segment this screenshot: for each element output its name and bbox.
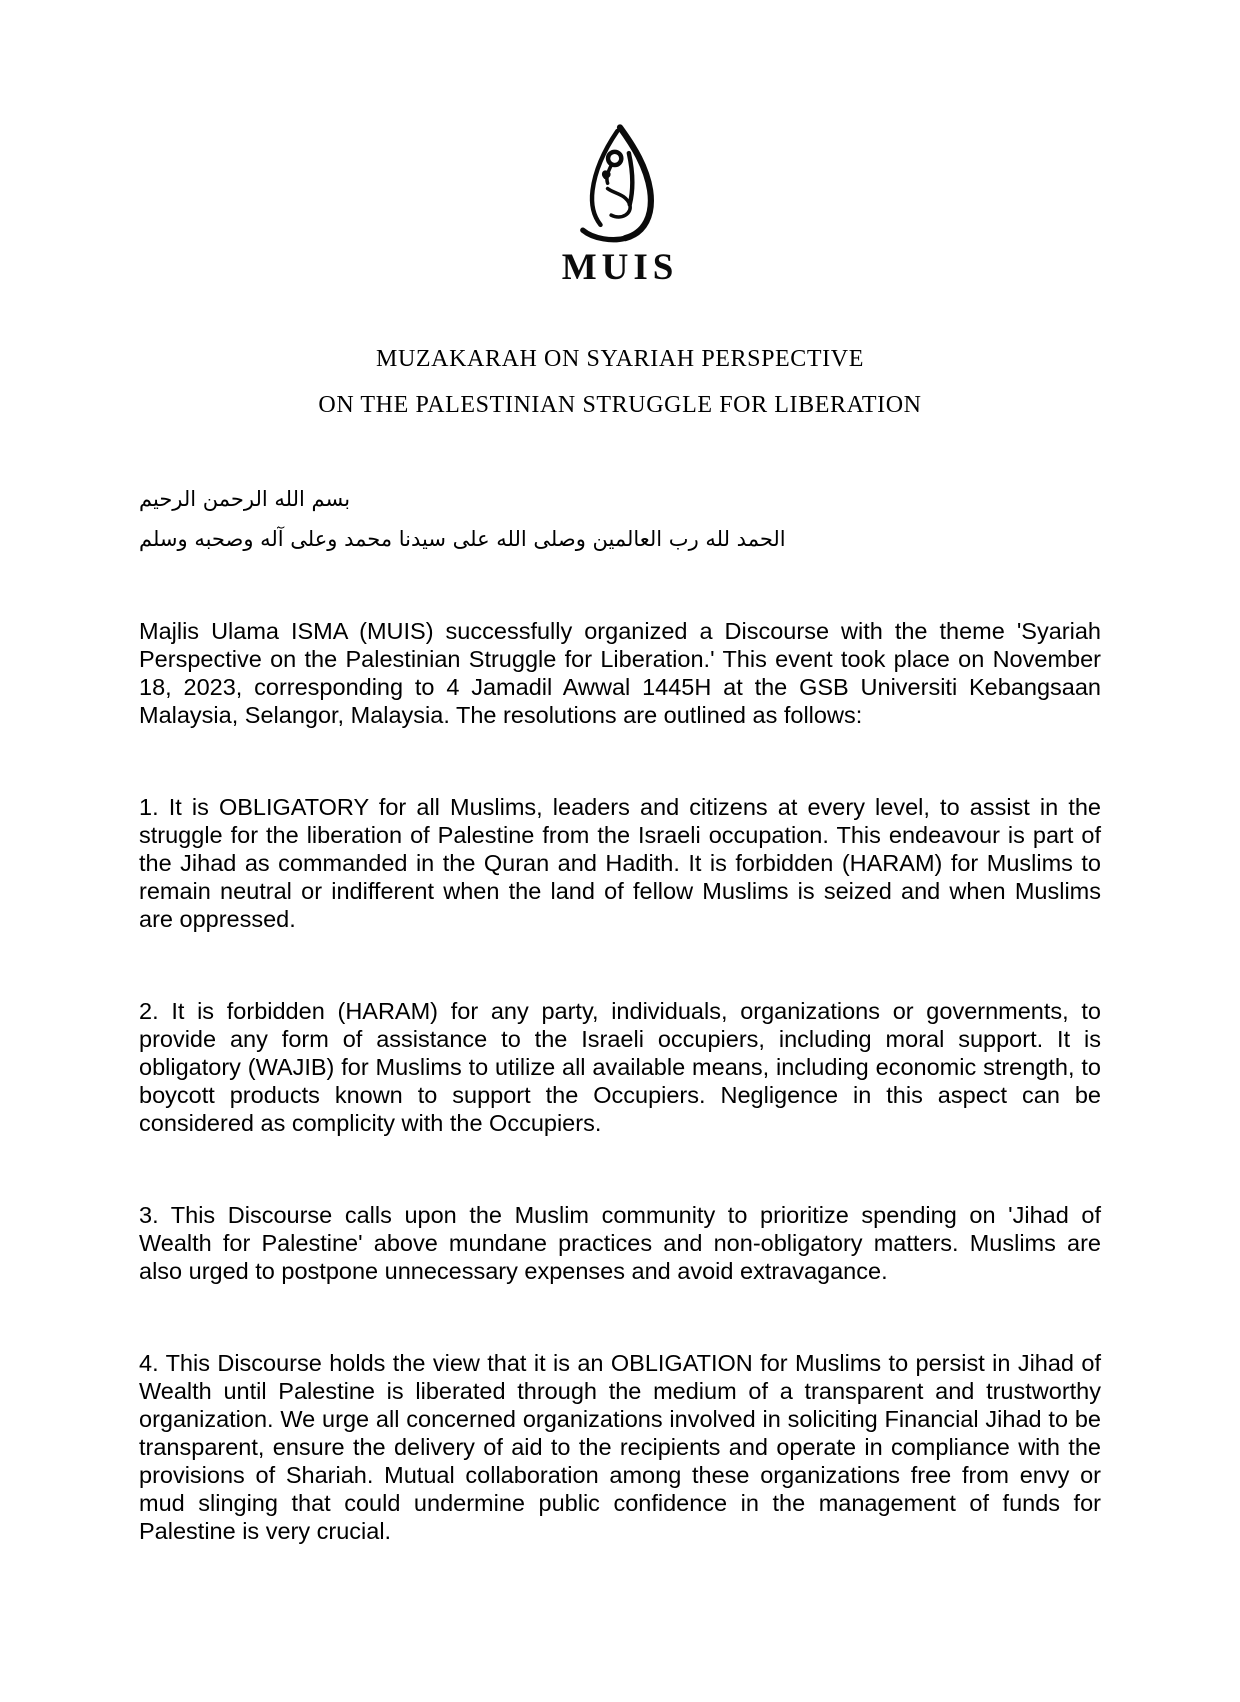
resolution-paragraph-2: 2. It is forbidden (HARAM) for any party, individuals, organizations or governments, to provide any form of assistance to the Israeli occupiers, including moral support. It is obligatory (WAJIB) for Muslims to utilize all available means, including economic strength, to boycott products known to support the Occupiers. Negligence in this aspect can be considered as complicity with the Occupiers. — [139, 998, 1101, 1136]
resolution-paragraph-4: 4. This Discourse holds the view that it is an OBLIGATION for Muslims to persist in Jihad of Wealth until Palestine is liberated through the medium of a transparent and trustworthy organization. We urge all concerned organizations involved in soliciting Financial Jihad to be transparent, ensure the delivery of aid to the recipients and operate in compliance with the provisions of Shariah. Mutual collaboration among these organizations free from envy or mud slinging that could undermine public confidence in the management of funds for Palestine is very crucial. — [139, 1350, 1101, 1544]
resolution-paragraph-3: 3. This Discourse calls upon the Muslim community to prioritize spending on 'Jihad of Wealth for Palestine' above mundane practices and non-obligatory matters. Muslims are also urged to postpone unnecessary expenses and avoid extravagance. — [139, 1202, 1101, 1284]
intro-paragraph: Majlis Ulama ISMA (MUIS) successfully organized a Discourse with the theme 'Syariah Perspective on the Palestinian Struggle for Liberation.' This event took place on November 18, 2023, corresponding to 4 Jamadil Awwal 1445H at the GSB Universiti Kebangsaan Malaysia, Selangor, Malaysia. The resolutions are outlined as follows: — [139, 618, 1101, 728]
muis-logo-wordmark: MUIS — [561, 247, 679, 288]
resolution-paragraph-1: 1. It is OBLIGATORY for all Muslims, leaders and citizens at every level, to assist in the struggle for the liberation of Palestine from the Israeli occupation. This endeavour is part of the Jihad as commanded in the Quran and Hadith. It is forbidden (HARAM) for Muslims to remain neutral or indifferent when the land of fellow Muslims is seized and when Muslims are oppressed. — [139, 794, 1101, 932]
document-title-line1: MUZAKARAH ON SYARIAH PERSPECTIVE — [376, 346, 864, 372]
muis-calligraphy-icon — [567, 123, 673, 247]
hamdalah-text: الحمد لله رب العالمين وصلى الله على سيدنا محمد وعلى آله وصحبه وسلم — [139, 527, 786, 551]
muis-logo — [139, 123, 1101, 288]
document-content — [0, 123, 1240, 1545]
document-title-line2: ON THE PALESTINIAN STRUGGLE FOR LIBERATION — [318, 392, 922, 418]
basmalah-text: بسم الله الرحمن الرحيم — [139, 487, 351, 511]
